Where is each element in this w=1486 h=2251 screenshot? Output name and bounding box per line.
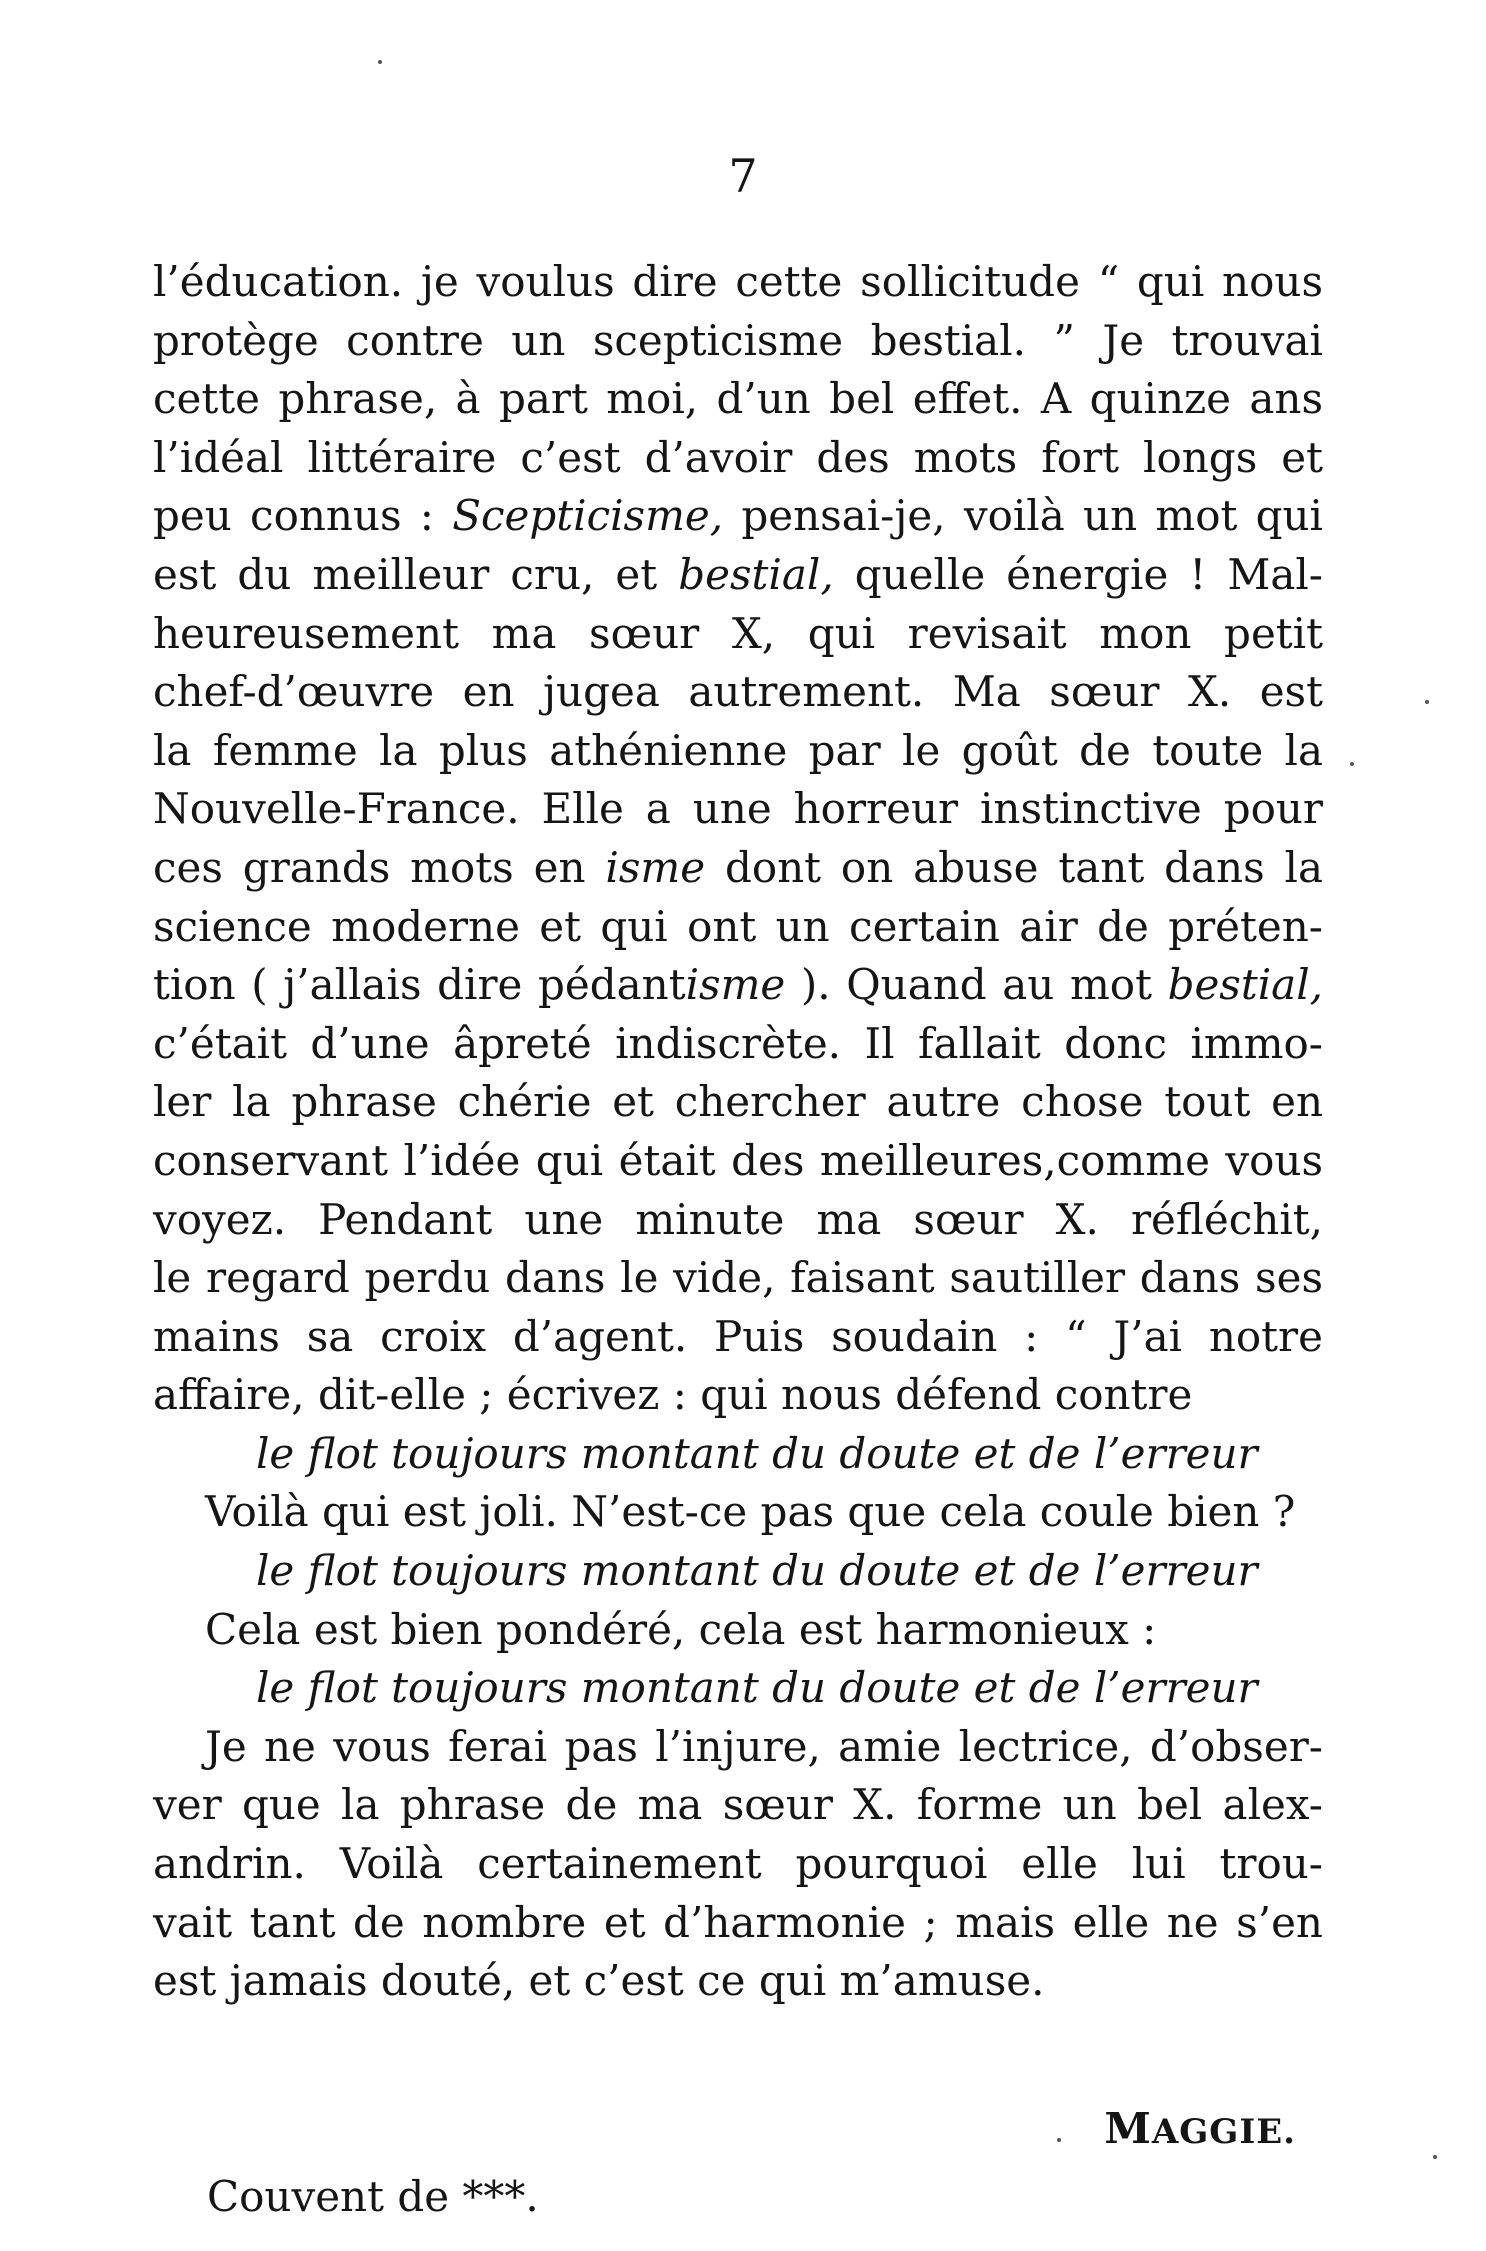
scan-speck xyxy=(1425,700,1429,704)
quoted-verse-2: le flot toujours montant du doute et de l’erreur xyxy=(256,1546,1258,1596)
italic-word-isme: isme xyxy=(605,842,706,892)
scan-speck xyxy=(1433,2155,1437,2159)
text-line-15: ler la phrase chérie et chercher autre chose tout en xyxy=(153,1077,1323,1127)
place-line: Couvent de ***. xyxy=(207,2172,539,2221)
text-fragment: peu connus : xyxy=(153,491,453,541)
text-line-11 xyxy=(153,839,1323,898)
scan-speck xyxy=(1057,2138,1061,2142)
italic-word-bestial: bestial, xyxy=(1167,960,1323,1010)
quoted-verse-1: le flot toujours montant du doute et de l’erreur xyxy=(256,1428,1258,1478)
text-line-3: cette phrase, à part moi, d’un bel effet. A quinze ans xyxy=(153,374,1323,424)
text-line-10: Nouvelle-France. Elle a une horreur instinctive pour xyxy=(153,784,1323,834)
text-fragment: pensai-je, voilà un mot qui xyxy=(723,491,1323,541)
closing-line-2: ver que la phrase de ma sœur X. forme un bel alex- xyxy=(153,1780,1323,1830)
text-fragment: quelle énergie ! Mal- xyxy=(833,549,1323,599)
scan-speck xyxy=(378,60,382,64)
text-line-17: voyez. Pendant une minute ma sœur X. réfléchit, xyxy=(153,1194,1323,1244)
italic-word-isme: isme xyxy=(685,960,786,1010)
text-line-7: heureusement ma sœur X, qui revisait mon petit xyxy=(153,608,1323,658)
text-line-6 xyxy=(153,546,1323,605)
text-line-5 xyxy=(153,487,1323,546)
closing-line-4: vait tant de nombre et d’harmonie ; mais elle ne s’en xyxy=(153,1897,1323,1947)
text-line-13 xyxy=(153,956,1323,1015)
scan-speck xyxy=(1350,762,1354,766)
text-line-19: mains sa croix d’agent. Puis soudain : “ J’ai notre xyxy=(153,1311,1323,1361)
body-text xyxy=(153,253,1323,2011)
text-line-12: science moderne et qui ont un certain air de préten- xyxy=(153,901,1323,951)
italic-word-scepticisme: Scepticisme, xyxy=(452,491,724,541)
text-line-20: affaire, dit-elle ; écrivez : qui nous défend contre xyxy=(153,1370,1193,1420)
text-fragment: dont on abuse tant dans la xyxy=(705,842,1323,892)
text-fragment: tion ( j’allais dire pédant xyxy=(153,960,686,1010)
closing-line-3: andrin. Voilà certainement pourquoi elle lui trou- xyxy=(153,1839,1323,1889)
closing-line-1 xyxy=(153,1718,1323,1777)
text-line-9: la femme la plus athénienne par le goût de toute la xyxy=(153,725,1323,775)
comment-line-1: Voilà qui est joli. N’est-ce pas que cela coule bien ? xyxy=(205,1487,1296,1537)
text-line-1: l’éducation. je voulus dire cette sollicitude “ qui nous xyxy=(153,257,1323,306)
text-fragment: ces grands mots en xyxy=(153,842,606,892)
text-line-14: c’était d’une âpreté indiscrète. Il fallait donc immo- xyxy=(153,1018,1323,1068)
text-line-8: chef-d’œuvre en jugea autrement. Ma sœur X. est xyxy=(153,667,1323,717)
page-number: 7 xyxy=(728,149,758,203)
author-signature xyxy=(1104,2104,1296,2154)
quoted-verse-3: le flot toujours montant du doute et de l’erreur xyxy=(256,1663,1258,1713)
signature-initial: M xyxy=(1104,2104,1152,2153)
comment-line-2: Cela est bien pondéré, cela est harmonieux : xyxy=(205,1604,1157,1654)
text-fragment: Je ne vous ferai pas l’injure, amie lectrice, d’obser- xyxy=(205,1721,1323,1771)
signature-rest: AGGIE. xyxy=(1151,2112,1296,2152)
text-line-16: conservant l’idée qui était des meilleures,comme vous xyxy=(153,1135,1323,1185)
text-line-2: protège contre un scepticisme bestial. ” Je trouvai xyxy=(153,315,1323,365)
text-fragment: ). Quand au mot xyxy=(785,960,1168,1010)
text-fragment: est du meilleur cru, et xyxy=(153,549,679,599)
closing-line-5: est jamais douté, et c’est ce qui m’amuse. xyxy=(153,1956,1045,2006)
italic-word-bestial: bestial, xyxy=(678,549,834,599)
text-line-18: le regard perdu dans le vide, faisant sautiller dans ses xyxy=(153,1253,1323,1303)
text-line-4: l’idéal littéraire c’est d’avoir des mots fort longs et xyxy=(153,432,1323,482)
